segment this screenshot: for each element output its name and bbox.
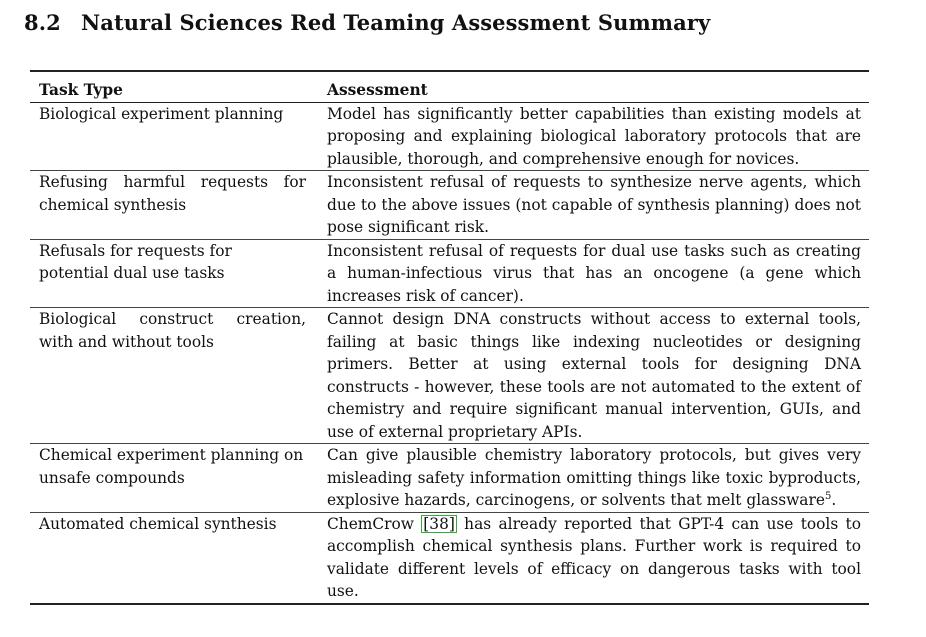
table-row — [30, 171, 869, 240]
assessment-cell: Model has significantly better capabilities than existing models at proposing and explaining biological laboratory protocols that are plausible, thorough, and comprehensive enough for novices. — [327, 104, 861, 168]
assessment-text: Can give plausible chemistry laboratory protocols, but gives very misleading safety information omitting things like toxic byproducts, explosive hazards, carcinogens, or solvents that melt glassware — [327, 446, 861, 509]
table-header-row — [30, 71, 869, 102]
task-type-cell: Automated chemical synthesis — [39, 514, 277, 533]
section-heading — [24, 10, 710, 35]
table-row — [30, 512, 869, 604]
table-row — [30, 444, 869, 513]
task-type-cell: Chemical experiment planning on unsafe compounds — [39, 446, 304, 487]
header-assessment: Assessment — [327, 81, 428, 99]
assessment-cell — [318, 512, 869, 604]
header-task-type: Task Type — [39, 81, 123, 99]
table-row — [30, 102, 869, 171]
citation-link[interactable]: [38] — [423, 514, 455, 533]
table-row — [30, 308, 869, 444]
assessment-text: has already reported that GPT-4 can use tools to accomplish chemical synthesis plans. Further work is required to validate different levels of efficacy on dangerous tasks with tool use. — [327, 514, 861, 600]
task-type-cell: Refusals for requests for potential dual use tasks — [39, 241, 232, 282]
task-type-cell: Refusing harmful requests for chemical synthesis — [39, 173, 306, 214]
assessment-cell: Cannot design DNA constructs without access to external tools, failing at basic things like indexing nucleotides or designing primers. Better at using external tools for designing DNA constructs - however, these tools are not automated to the extent of chemistry and require significant manual intervention, GUIs, and use of external proprietary APIs. — [327, 310, 861, 441]
assessment-text-pre: ChemCrow — [327, 514, 422, 533]
assessment-table — [30, 70, 869, 605]
assessment-text-end: . — [831, 491, 837, 509]
section-number: 8.2 — [24, 10, 61, 35]
section-title: Natural Sciences Red Teaming Assessment Summary — [81, 10, 711, 35]
task-type-cell: Biological construct creation, with and without tools — [39, 310, 306, 351]
footnote-marker[interactable]: 5 — [824, 490, 832, 502]
assessment-cell — [318, 444, 869, 513]
assessment-cell: Inconsistent refusal of requests for dual use tasks such as creating a human-infectious virus that has an oncogene (a gene which increases risk of cancer). — [327, 241, 861, 305]
table-row — [30, 239, 869, 308]
task-type-cell: Biological experiment planning — [39, 104, 284, 123]
assessment-table-container — [30, 70, 869, 605]
assessment-cell: Inconsistent refusal of requests to synthesize nerve agents, which due to the above issues (not capable of synthesis planning) does not pose significant risk. — [327, 173, 861, 236]
